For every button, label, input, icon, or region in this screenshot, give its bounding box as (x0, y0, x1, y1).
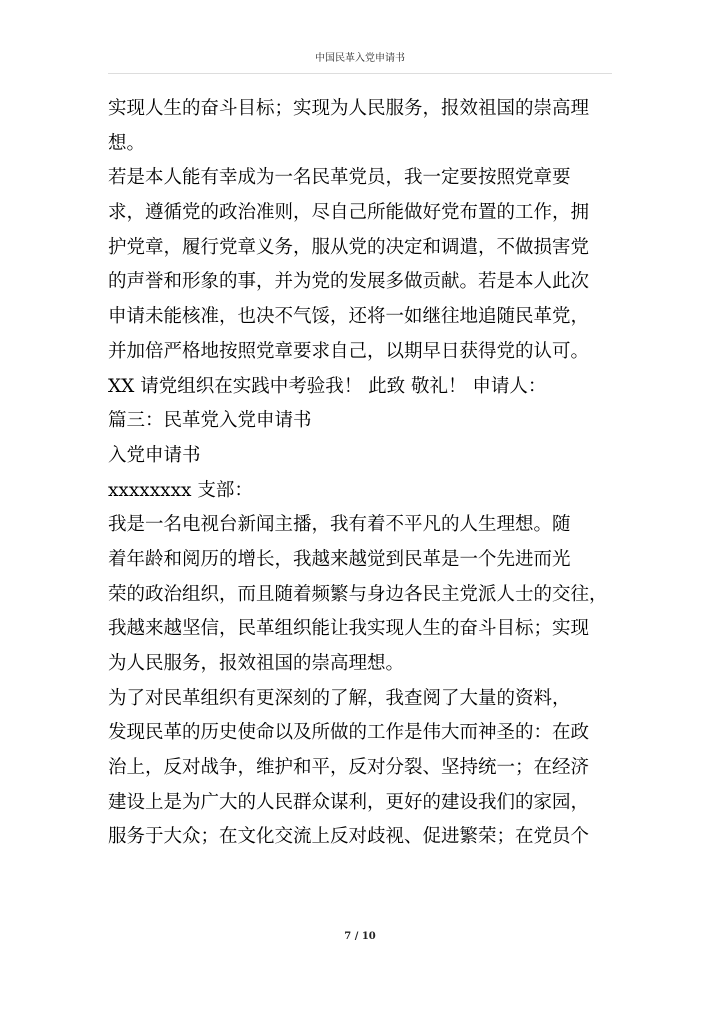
page-number: 7 / 10 (344, 931, 376, 942)
text-line: 治上，反对战争，维护和平，反对分裂、坚持统一；在经济 (108, 757, 590, 779)
text-line: 并加倍严格地按照党章要求自己，以期早日获得党的认可。 (108, 340, 590, 362)
text-line: 发现民革的历史使命以及所做的工作是伟大而神圣的：在政 (108, 722, 590, 744)
text-line: 的声誉和形象的事，并为党的发展多做贡献。若是本人此次 (108, 271, 590, 293)
letter-salutation: xxxxxxxx 支部： (108, 479, 253, 501)
text-line: 想。 (108, 132, 146, 154)
text-line: 我越来越坚信，民革组织能让我实现人生的奋斗目标；实现 (108, 618, 590, 640)
text-line: 荣的政治组织，而且随着频繁与身边各民主党派人士的交往， (108, 583, 608, 605)
page-header-title: 中国民革入党申请书 (315, 53, 405, 64)
section-heading: 篇三：民革党入党申请书 (108, 410, 312, 432)
text-line: 申请未能核准，也决不气馁，还将一如继往地追随民革党， (108, 306, 590, 328)
header-divider (108, 73, 612, 74)
text-line: 建设上是为广大的人民群众谋利，更好的建设我们的家园， (108, 791, 590, 813)
text-line: 护党章，履行党章义务，服从党的决定和调遣，不做损害党 (108, 236, 590, 258)
text-line: 若是本人能有幸成为一名民革党员，我一定要按照党章要 (108, 167, 571, 189)
text-line: 我是一名电视台新闻主播，我有着不平凡的人生理想。随 (108, 514, 571, 536)
text-line: 服务于大众；在文化交流上反对歧视、促进繁荣；在党员个 (108, 826, 590, 848)
text-line: 为人民服务，报效祖国的崇高理想。 (108, 653, 405, 674)
text-line: 求，遵循党的政治准则，尽自己所能做好党布置的工作，拥 (108, 202, 590, 224)
text-line: 实现人生的奋斗目标；实现为人民服务，报效祖国的崇高理 (108, 98, 590, 119)
letter-title: 入党申请书 (108, 444, 201, 466)
document-body (108, 92, 628, 855)
text-line: 着年龄和阅历的增长，我越来越觉到民革是一个先进而光 (108, 548, 571, 570)
text-line: XX 请党组织在实践中考验我！ 此致 敬礼！ 申请人： (108, 375, 547, 397)
text-line: 为了对民革组织有更深刻的了解，我查阅了大量的资料， (108, 687, 571, 709)
